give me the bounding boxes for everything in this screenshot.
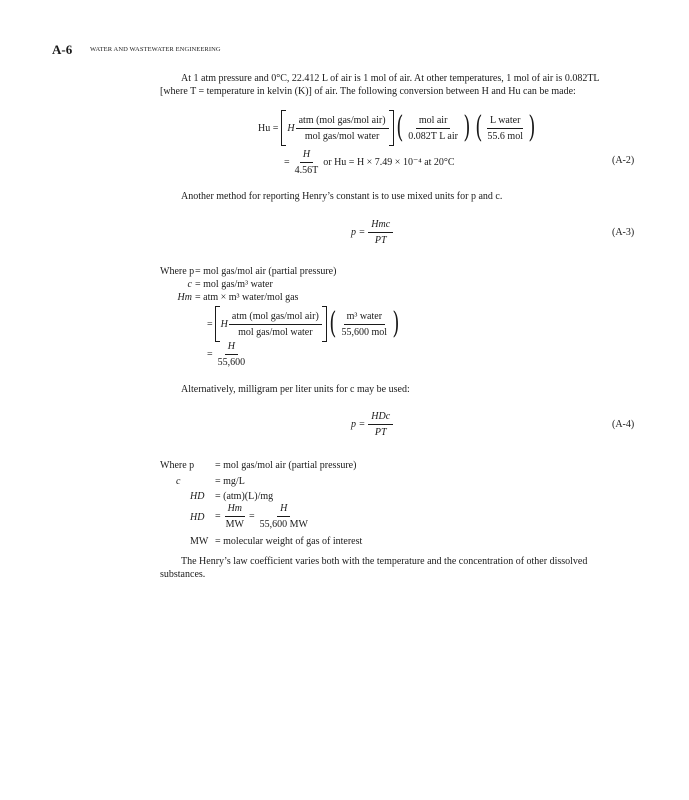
page-number: A-6 xyxy=(52,42,73,57)
left-paren: ( xyxy=(475,110,483,145)
eq-a2-fraction-2 xyxy=(405,114,461,143)
left-paren: ( xyxy=(395,110,403,145)
running-title: WATER AND WASTEWATER ENGINEERING xyxy=(90,46,221,53)
where2-text-0: = mol gas/mol air (partial pressure) xyxy=(215,460,357,471)
eq-a2-lhs: Hu = xyxy=(258,122,279,134)
where2-mw-label: MW xyxy=(190,536,209,547)
eq-a2-f2-den: 0.082T L air xyxy=(408,130,458,142)
where1-text-2: = atm × m³ water/mol gas xyxy=(195,292,299,303)
where2-f2-den: 55,600 MW xyxy=(259,519,308,530)
where1-fraction-1 xyxy=(229,310,322,339)
para3: Alternatively, milligram per liter units for c may be used: xyxy=(181,384,410,395)
where1-f1-den: mol gas/mol water xyxy=(238,326,313,338)
right-bracket xyxy=(389,110,394,146)
where1-equation-2 xyxy=(207,340,248,369)
eq-a2-fraction-4 xyxy=(292,148,322,177)
where2-text-2: = (atm)(L)/mg xyxy=(215,491,274,502)
eq-a4-den: PT xyxy=(374,427,387,438)
eq-a4-number: (A-4) xyxy=(612,419,635,430)
equation-a2-line1 xyxy=(258,110,538,146)
where1-label-1: c xyxy=(187,279,192,290)
equation-a3 xyxy=(351,218,393,247)
eq-a2-number: (A-2) xyxy=(612,155,635,166)
left-bracket xyxy=(281,110,286,146)
where1-H: H xyxy=(220,318,228,330)
where2-f1-den: MW xyxy=(225,519,244,530)
eq-a2-tail: or Hu = H × 7.49 × 10⁻⁴ at 20°C xyxy=(323,157,455,168)
equation-a4 xyxy=(351,410,393,439)
where2-mw-text: = molecular weight of gas of interest xyxy=(215,536,363,547)
eq-a2-fraction-1 xyxy=(296,114,389,143)
where1-equation-1 xyxy=(207,306,402,342)
where2-hd-label: HD xyxy=(190,512,205,523)
where2-f2-num: H xyxy=(277,502,290,517)
eq-a4-lhs: p = xyxy=(351,419,366,430)
eq-a2-f3-den: 55.6 mol xyxy=(487,130,523,142)
where2-eq2: = xyxy=(248,511,255,522)
right-bracket xyxy=(322,306,327,342)
where2-f1-num: Hm xyxy=(225,502,245,517)
where2-eq: = xyxy=(215,511,221,522)
left-bracket xyxy=(215,306,220,342)
where1-text-1: = mol gas/m³ water xyxy=(195,279,273,290)
para4-line2: substances. xyxy=(160,569,206,580)
where2-fraction-2 xyxy=(257,502,311,531)
where2-fraction-1 xyxy=(223,502,247,531)
eq-a2-fraction-3 xyxy=(484,114,526,143)
where1-f2-den: 55,600 mol xyxy=(341,326,388,338)
eq-a3-lhs: p = xyxy=(351,227,366,238)
left-paren: ( xyxy=(329,306,337,341)
eq-a4-fraction xyxy=(368,410,393,439)
where1-f1-num: atm (mol gas/mol air) xyxy=(229,310,322,325)
where1-f3-num: H xyxy=(225,340,238,355)
where1-label-2: Hm xyxy=(177,292,192,303)
right-paren: ) xyxy=(463,110,471,145)
eq-a3-den: PT xyxy=(374,235,387,246)
eq-a2-f2-num: mol air xyxy=(416,114,451,129)
where2-text-1: = mg/L xyxy=(215,476,245,487)
eq-a3-fraction xyxy=(368,218,393,247)
right-paren: ) xyxy=(528,110,536,145)
where1-fraction-3 xyxy=(215,340,249,369)
para1-line1: At 1 atm pressure and 0°C, 22.412 L of air is 1 mol of air. At other temperatures, 1 mol of air is 0.082TL xyxy=(181,73,600,84)
eq-a2-f1-num: atm (mol gas/mol air) xyxy=(296,114,389,129)
equation-a2-line2 xyxy=(284,148,455,177)
where1-label-0: Where p xyxy=(160,266,195,277)
where1-f2-num: m³ water xyxy=(344,310,385,325)
where1-fraction-2 xyxy=(339,310,391,339)
eq-a4-num: HDc xyxy=(368,410,393,425)
where1-text-0: = mol gas/mol air (partial pressure) xyxy=(195,266,337,277)
eq-a2-f3-num: L water xyxy=(487,114,523,129)
eq-a2-H: H xyxy=(287,122,295,134)
where2-label-0: Where p xyxy=(160,460,195,471)
where2-label-2: HD xyxy=(190,491,205,502)
where1-f3-den: 55,600 xyxy=(217,357,246,368)
para1-line2: [where T = temperature in kelvin (K)] of air. The following conversion between H and Hu can be made: xyxy=(160,86,576,97)
where1-eq2: = xyxy=(207,349,213,360)
where2-label-1: c xyxy=(176,476,181,487)
right-paren: ) xyxy=(392,306,400,341)
eq-a2-f1-den: mol gas/mol water xyxy=(304,130,380,142)
eq-a2-equals: = xyxy=(284,157,290,168)
eq-a2-f4-den: 4.56T xyxy=(294,165,319,176)
where2-equation xyxy=(215,502,311,531)
para4-line1: The Henry’s law coefficient varies both with the temperature and the concentration of other dissolved xyxy=(181,556,588,567)
where1-eq: = xyxy=(207,318,213,330)
eq-a2-f4-num: H xyxy=(300,148,313,163)
eq-a3-num: Hmc xyxy=(368,218,393,233)
para2: Another method for reporting Henry’s constant is to use mixed units for p and c. xyxy=(181,191,503,202)
eq-a3-number: (A-3) xyxy=(612,227,635,238)
